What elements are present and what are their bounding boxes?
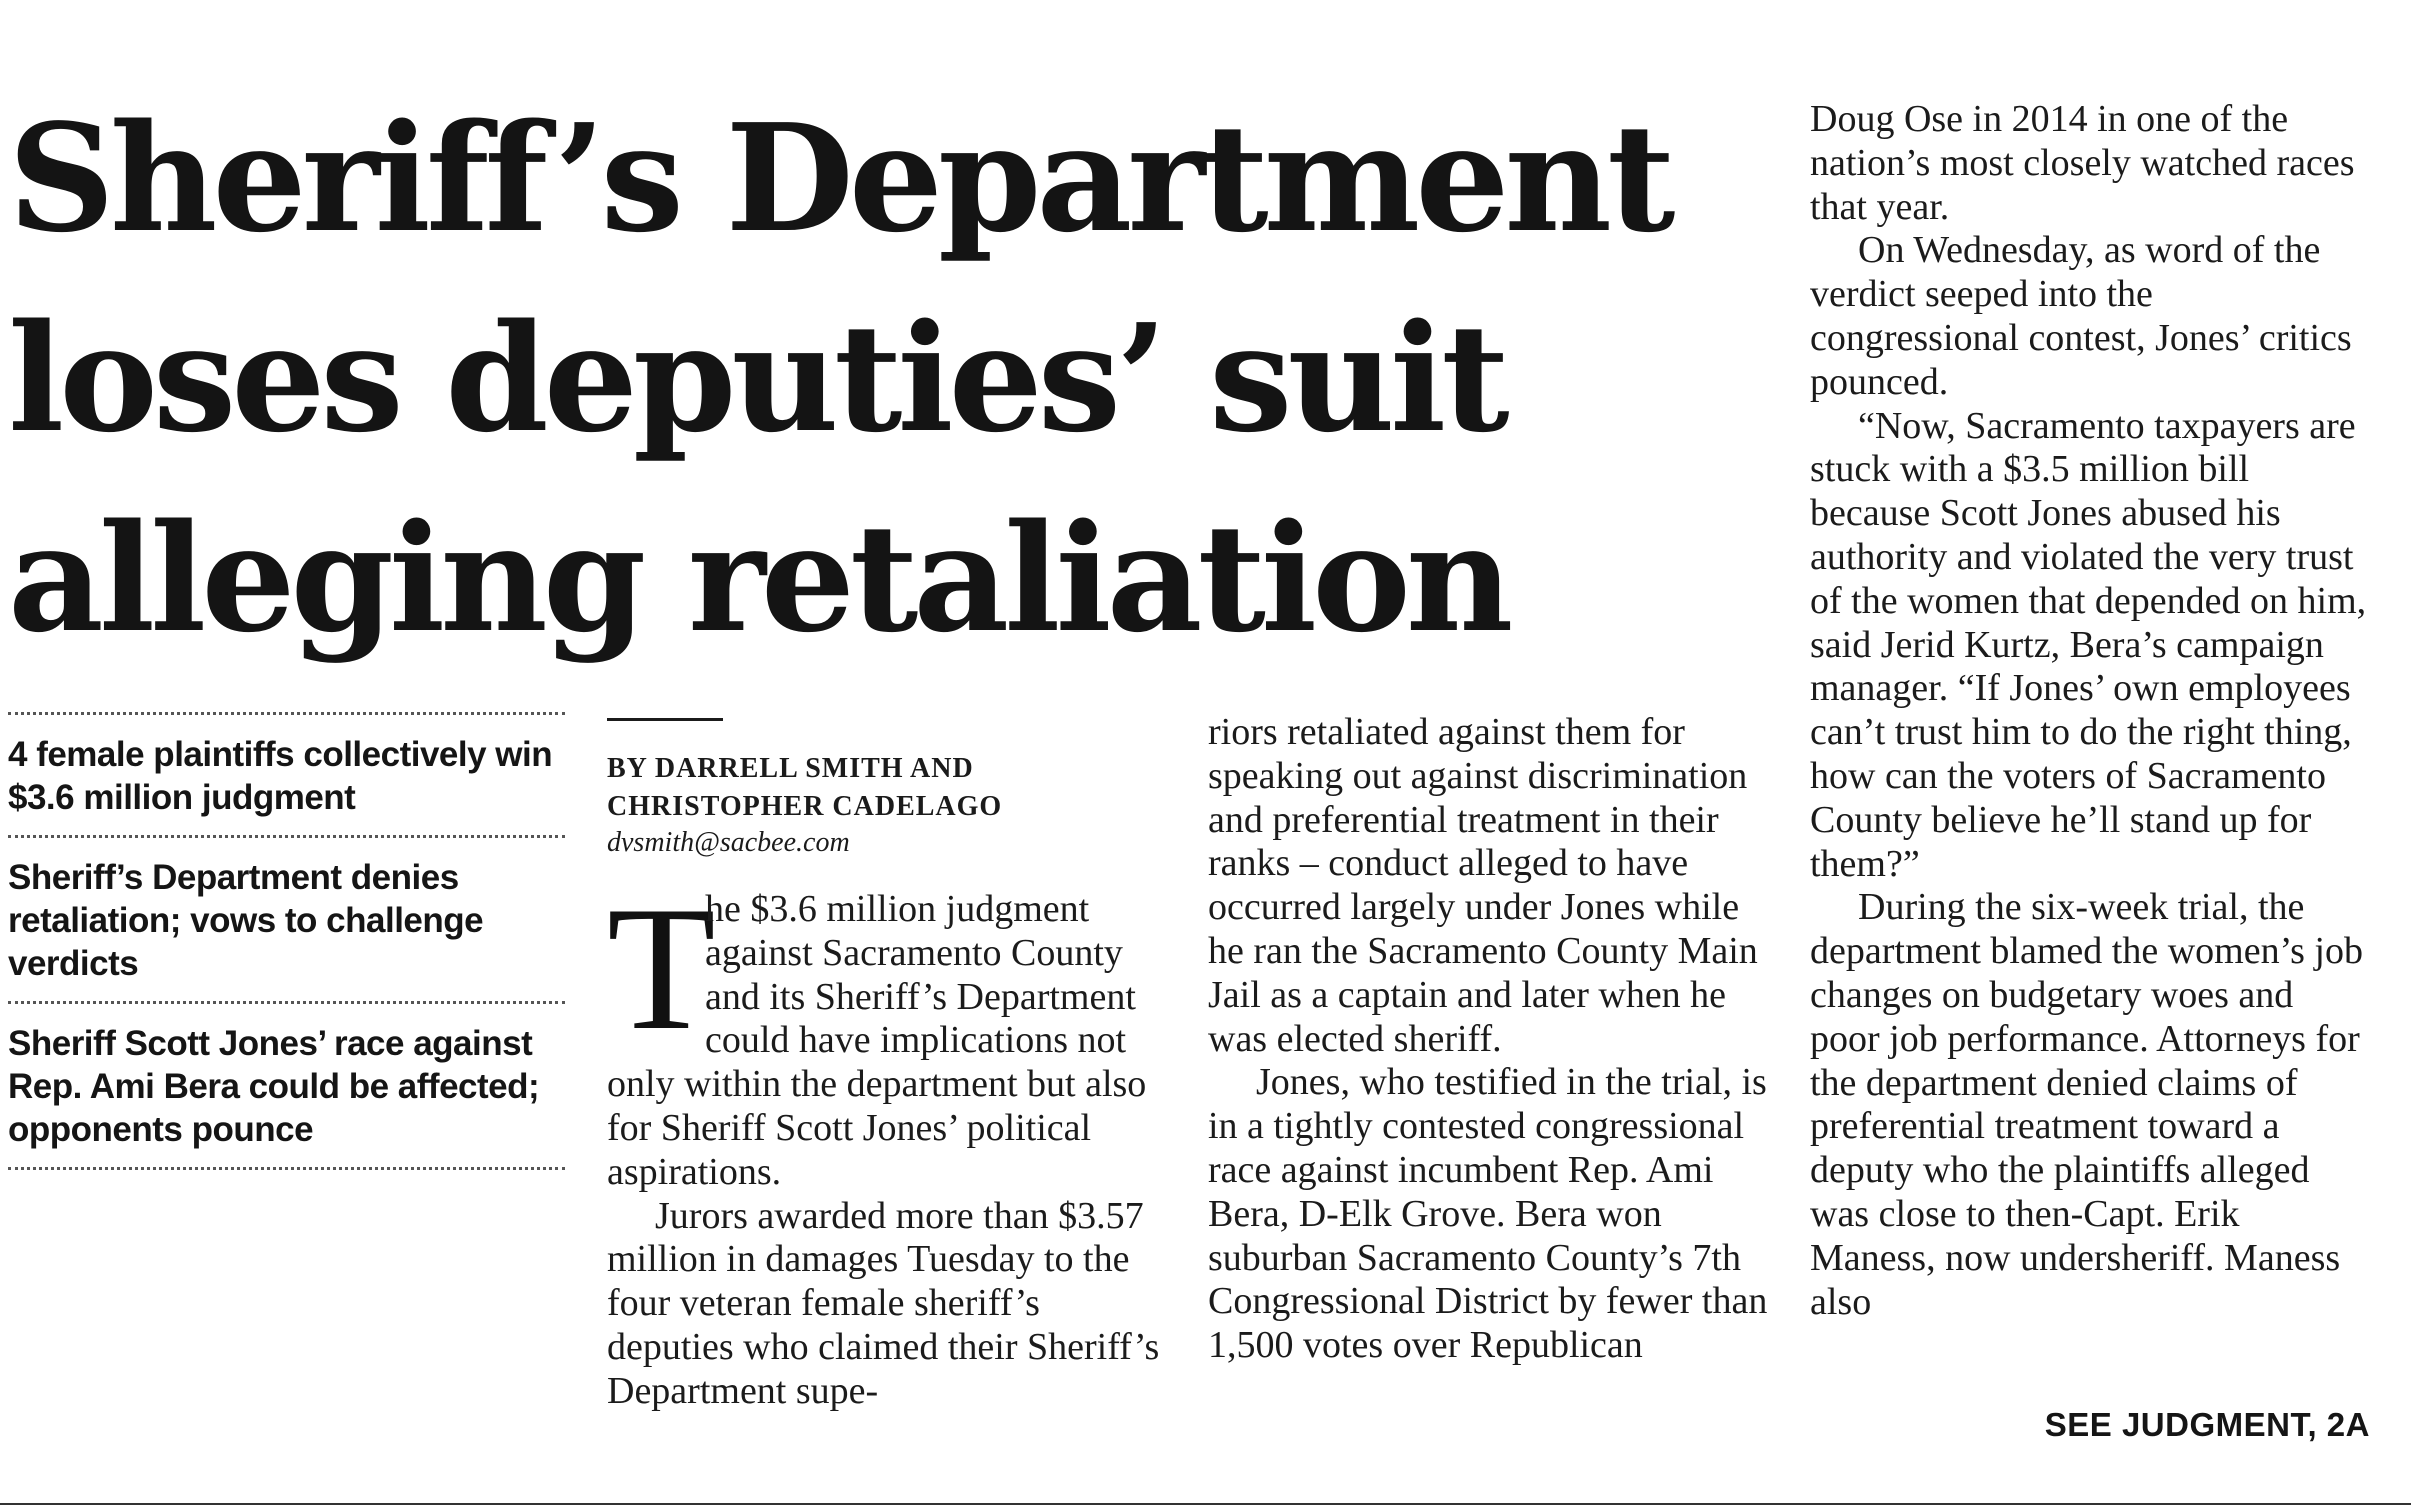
headline: [8, 78, 1768, 678]
article-paragraph: On Wednesday, as word of the verdict seeped into the congressional contest, Jones’ critics pounced.: [1810, 229, 2352, 403]
article-paragraph: [607, 869, 1172, 1195]
article-column-2: [1208, 711, 1768, 1368]
story-highlights: [8, 712, 565, 1170]
highlight-item: 4 female plaintiffs collectively win $3.6 million judgment: [8, 735, 553, 817]
drop-cap: T: [607, 869, 716, 1067]
dotted-divider: [8, 1167, 565, 1170]
article-paragraph: Doug Ose in 2014 in one of the nation’s most closely watched races that year.: [1810, 98, 2355, 228]
byline-rule: [607, 718, 723, 721]
article-paragraph: Jurors awarded more than $3.57 million in damages Tuesday to the four veteran female sheriff’s deputies who claimed their Sheriff’s Department supe-: [607, 1194, 1160, 1412]
headline-line-2: loses deputies’ suit: [8, 291, 1505, 465]
article-paragraph: “Now, Sacramento taxpayers are stuck with a $3.5 million bill because Scott Jones abused his authority and violated the very trust of the women that depended on him, said Jerid Kurtz, Bera’s campaign manager. “If Jones’ own employees can’t trust him to do the right thing, how can the voters of Sacramento County believe he’ll stand up for them?”: [1810, 404, 2367, 885]
byline: [607, 750, 1167, 826]
article-paragraph: During the six-week trial, the department blamed the women’s job changes on budgetary woes and poor job performance. Attorneys for the department denied claims of preferential treatment toward a deputy who the plaintiffs alleged was close to then-Capt. Erik Maness, now undersheriff. Maness also: [1810, 886, 2363, 1323]
author-email: dvsmith@sacbee.com: [607, 827, 850, 858]
highlight-item: Sheriff’s Department denies retaliation; vows to challenge verdicts: [8, 858, 484, 983]
headline-line-1: Sheriff’s Department: [8, 91, 1671, 265]
article-column-1: [607, 869, 1172, 1414]
article-paragraph: Jones, who testified in the trial, is in a tightly contested congressional race against incumbent Rep. Ami Bera, D-Elk Grove. Bera won suburban Sacramento County’s 7th Congressional District by fewer than 1,500 votes over Republican: [1208, 1061, 1768, 1367]
page-bottom-rule: [0, 1503, 2411, 1505]
highlight-item: Sheriff Scott Jones’ race against Rep. Ami Bera could be affected; opponents pounce: [8, 1024, 540, 1149]
article-column-3: [1810, 98, 2370, 1324]
byline-line-1: BY DARRELL SMITH AND: [607, 753, 974, 784]
byline-line-2: CHRISTOPHER CADELAGO: [607, 791, 1003, 822]
article-paragraph: riors retaliated against them for speaking out against discrimination and preferential treatment in their ranks – conduct alleged to have occurred largely under Jones while he ran the Sacramento County Main Jail as a captain and later when he was elected sheriff.: [1208, 711, 1758, 1060]
headline-line-3: alleging retaliation: [8, 491, 1509, 665]
jump-line: SEE JUDGMENT, 2A: [2044, 1406, 2370, 1443]
paragraph-text: he $3.6 million judgment against Sacramento County and its Sheriff’s Department could have implications not only within the department but also for Sheriff Scott Jones’ political aspirations.: [607, 888, 1147, 1193]
